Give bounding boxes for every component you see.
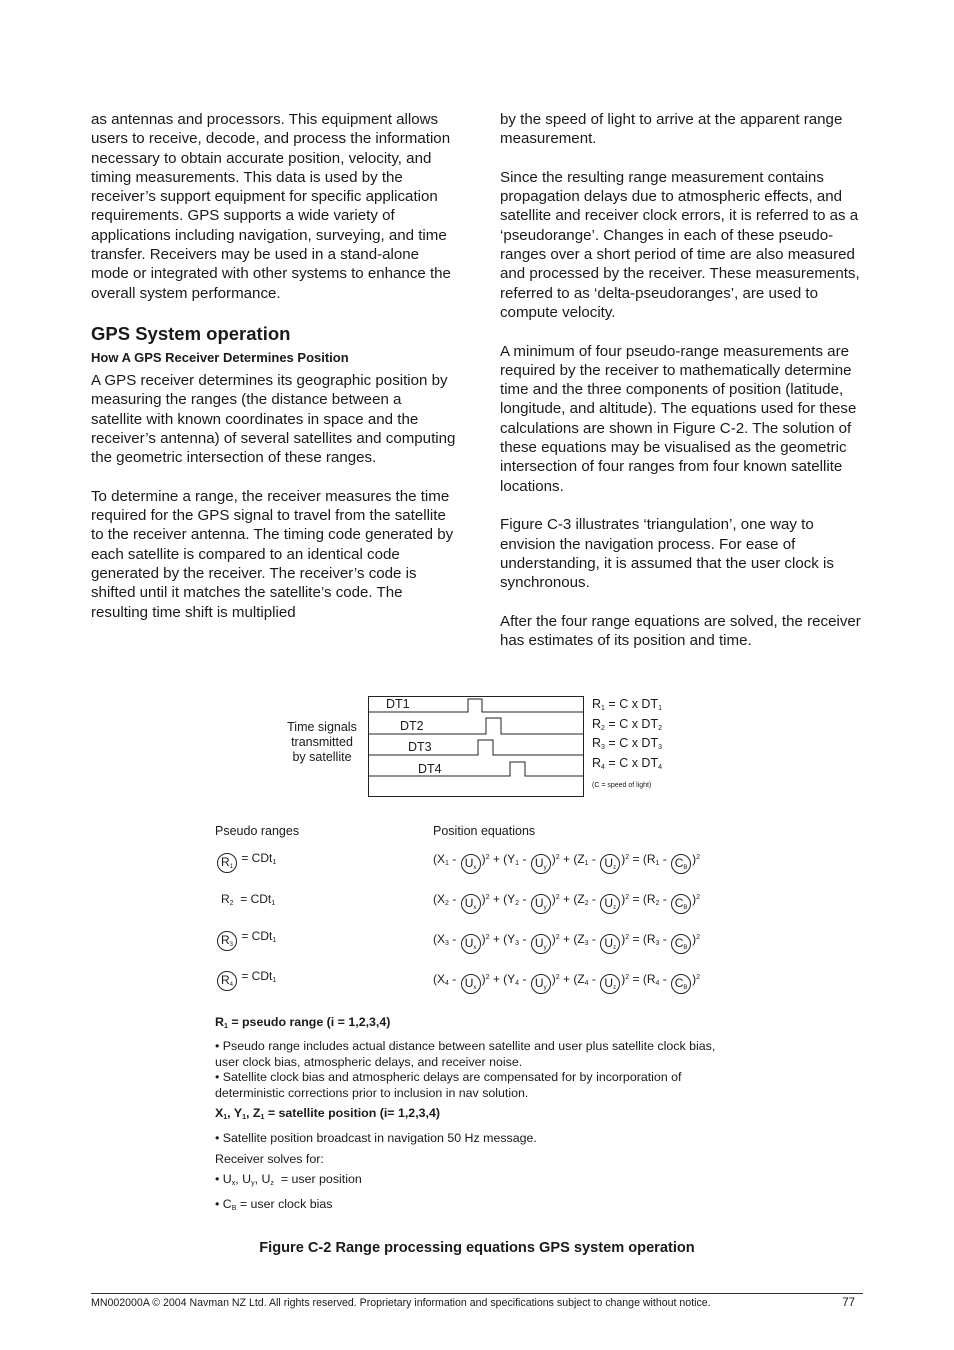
- speed-of-light-note: (C = speed of light): [592, 782, 652, 789]
- receiver-solves-label: Receiver solves for:: [215, 1151, 324, 1166]
- dt3-label: DT3: [408, 740, 432, 754]
- time-signals-label: [282, 720, 362, 765]
- section-heading: GPS System operation: [91, 322, 291, 344]
- time-signals-line-3: by satellite: [292, 750, 352, 764]
- position-equations-label: Position equations: [433, 824, 536, 838]
- position-equation-1: $(X_1 - U_x)^2 + (Y_1 - U_y)^2 + (Z_1 - U_z)^2 = (R_1 - C_B)^2$: [433, 852, 700, 874]
- r1-circle: $R_1$: [217, 853, 237, 873]
- pseudo-range-1: $R_1 = CDt_1$: [216, 851, 276, 873]
- left-column: [91, 110, 456, 641]
- sub-heading: How A GPS Receiver Determines Position: [91, 349, 349, 365]
- right-column: [500, 110, 865, 670]
- left-paragraph-1: as antennas and processors. This equipment allows users to receive, decode, and process the information necessary to obtain accurate position, velocity, and timing measurements. This data is used by the receiver’s support equipment for specific application requirements. GPS supports a wide variety of applications including navigation, surveying, and time transfer. Receivers may be used in a stand-alone mode or integrated with other systems to enhance the overall system performance.: [91, 111, 451, 302]
- position-equation-3: $(X_3 - U_x)^2 + (Y_3 - U_y)^2 + (Z_3 - U_z)^2 = (R_3 - C_B)^2$: [433, 932, 700, 954]
- range-eq-4: $R_4 = C$ x $DT_4$: [592, 755, 662, 771]
- dt3-pulse: [369, 740, 584, 755]
- legend-r: $R_1$ = pseudo range (i = 1,2,3,4): [215, 1015, 391, 1030]
- right-paragraph-4: Figure C-3 illustrates ‘triangulation’, one way to envision the navigation process. For ease of understanding, it is assumed that the user clock is synchronous.: [500, 516, 834, 592]
- page-footer: [91, 1293, 863, 1309]
- position-equation-4: $(X_4 - U_x)^2 + (Y_4 - U_y)^2 + (Z_4 - U_z)^2 = (R_4 - C_B)^2$: [433, 972, 700, 994]
- bullet-clock-bias: • Satellite clock bias and atmospheric delays are compensated for by incorporation of deterministic corrections prior to inclusion in nav solution.: [215, 1070, 682, 1101]
- page-number: 77: [842, 1297, 855, 1309]
- dt2-label: DT2: [400, 719, 424, 733]
- dt1-label: DT1: [386, 697, 410, 711]
- bullet-pseudo-range: • Pseudo range includes actual distance between satellite and user plus satellite clock bias, user clock bias, atmospheric delays, and receiver noise.: [215, 1038, 716, 1069]
- figure-legend: [215, 1015, 735, 1217]
- r3-circle: $R_3$: [217, 931, 237, 951]
- bullet-user-position: • $U_x$, $U_y$, $U_z$ = user position: [215, 1172, 362, 1188]
- left-paragraph-2: A GPS receiver determines its geographic position by measuring the ranges (the distance between a satellite with known coordinates in space and the receiver’s antenna) of several satellites and computing the geometric intersection of these ranges.: [91, 371, 456, 467]
- position-equation-2: $(X_2 - U_x)^2 + (Y_2 - U_y)^2 + (Z_2 - U_z)^2 = (R_2 - C_B)^2$: [433, 892, 700, 914]
- bullet-satellite-position: • Satellite position broadcast in navigation 50 Hz message.: [215, 1130, 537, 1145]
- r4-circle: $R_4$: [217, 971, 237, 991]
- dt4-pulse: [369, 762, 584, 776]
- range-eq-3: $R_3 = C$ x $DT_3$: [592, 736, 662, 751]
- time-signals-line-1: Time signals: [287, 720, 357, 734]
- right-paragraph-2: Since the resulting range measurement contains propagation delays due to atmospheric effects, and satellite and receiver clock errors, it is referred to as a ‘pseudorange’. Changes in each of these pseudo-ranges over a short period of time are also measured and processed by the receiver. These measurements, referred to as ‘delta-pseudoranges’, are used to compute velocity.: [500, 168, 860, 321]
- pseudo-range-3: $R_3 = CDt_1$: [216, 929, 276, 951]
- pseudo-range-2: $R_2 = CDt_1$: [221, 892, 276, 907]
- right-paragraph-5: After the four range equations are solved, the receiver has estimates of its position and time.: [500, 612, 861, 650]
- range-eq-2: $R_2 = C$ x $DT_2$: [592, 716, 662, 732]
- time-signals-line-2: transmitted: [291, 735, 353, 749]
- right-paragraph-3: A minimum of four pseudo-range measurements are required by the receiver to mathematically determine time and the three components of position (latitude, longitude, and altitude). The equations used for these calculations are shown in Figure C-2. The solution of these equations may be visualised as the geometric intersection of four ranges from four known satellite locations.: [500, 342, 857, 495]
- range-eq-1: $R_1 = C$ x $DT_1$: [592, 697, 662, 712]
- legend-xyz: $X_1$, $Y_1$, $Z_1$ = satellite position (i= 1,2,3,4): [215, 1105, 440, 1121]
- dt4-label: DT4: [418, 762, 442, 776]
- range-equations: [592, 697, 662, 794]
- bullet-user-clock-bias: • $C_B$ = user clock bias: [215, 1197, 333, 1213]
- footer-text: MN002000A © 2004 Navman NZ Ltd. All rights reserved. Proprietary information and specifications subject to change without notice.: [91, 1297, 711, 1309]
- pseudo-ranges-label: Pseudo ranges: [215, 824, 300, 838]
- pseudo-range-4: $R_4 = CDt_1$: [216, 969, 276, 991]
- right-paragraph-1: by the speed of light to arrive at the apparent range measurement.: [500, 111, 843, 148]
- left-paragraph-3: To determine a range, the receiver measures the time required for the GPS signal to travel from the satellite to the receiver antenna. The timing code generated by each satellite is compared to an identical code generated by the receiver. The receiver’s code is shifted until it matches the satellite’s code. The resulting time shift is multiplied: [91, 487, 454, 621]
- figure-caption: Figure C-2 Range processing equations GPS system operation: [259, 1240, 695, 1256]
